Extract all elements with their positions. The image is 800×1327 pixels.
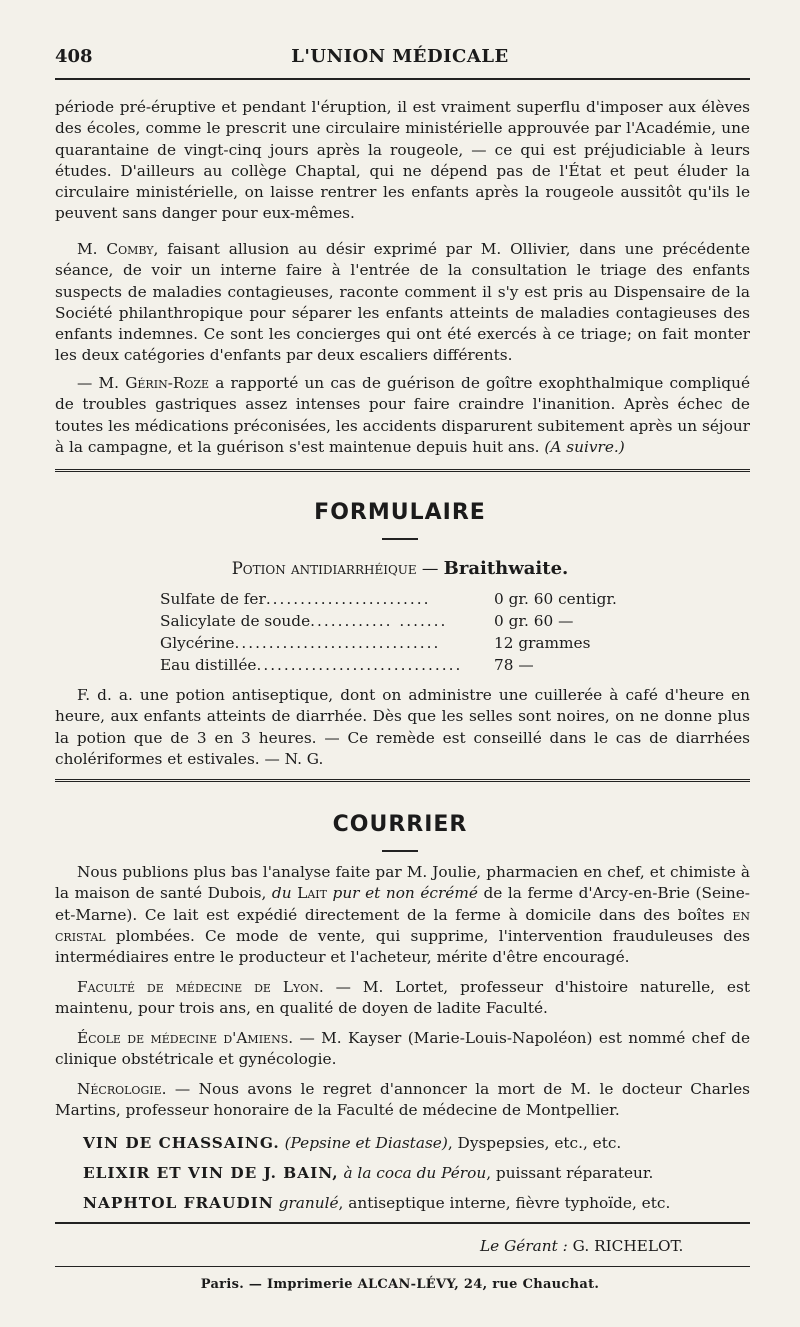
paragraph-comby [55,239,750,367]
formulaire-title: FORMULAIRE [314,500,486,525]
paragraph-rougeole: période pré-éruptive et pendant l'éruption, il est vraiment superflu d'imposer aux élèves des écoles, comme le prescrit une circulaire ministérielle approuvée par l'Académie, une quarantaine de vingt-cinq jours après la rougeole, — ce qui est préjudiciable à leurs études. D'ailleurs au collège Chaptal, qui ne dépend pas de l'État et peut éluder la circulaire ministérielle, on laisse rentrer les enfants après la rougeole aussitôt qu'ils le peuvent sans danger pour eux-mêmes. [55,98,750,223]
running-header [55,46,745,74]
recipe-ingredient: Salicylate de soude............ ....... [160,612,448,630]
recipe-row [160,590,760,611]
section-rule-formulaire [55,469,750,472]
cristal-word: en cristal [55,905,750,945]
ad-elixir-bain: ELIXIR ET VIN DE J. BAIN, à la coca du Pérou, puissant réparateur. [83,1164,654,1182]
recipe-quantity: 12 grammes [494,634,591,652]
potion-dash: — [421,559,439,578]
potion-label: Potion antidiarrhéique [231,559,417,578]
recipe-quantity: 78 — [494,656,534,674]
gerant-line [480,1237,683,1255]
potion-note: F. d. a. une potion antiseptique, dont on administre une cuillerée à café d'heure en heure, aux enfants atteints de diarrhée. Dès que les selles sont noires, on ne donne plus la potion que de 3 en 3 heures. — Ce remède est conseillé dans le cas de diarrhées cholériformes et estivales. — N. G. [55,686,750,768]
lait-word: Lait [297,884,327,903]
paragraph-necrologie: Nécrologie. — Nous avons le regret d'annoncer la mort de M. le docteur Charles Martins, professeur honoraire de la Faculté de médecine de Montpellier. [55,1080,750,1120]
recipe-quantity: 0 gr. 60 — [494,612,574,630]
necrologie-label: Nécrologie. [77,1080,167,1098]
potion-author: Braithwaite. [443,558,569,579]
header-rule [55,78,750,80]
imprint-rule [55,1266,750,1267]
imprint: Paris. — Imprimerie ALCAN-LÉVY, 24, rue Chauchat. [200,1277,600,1292]
ad-vin-chassaing: VIN DE CHASSAING. (Pepsine et Diastase), Dyspepsies, etc., etc. [83,1134,622,1152]
paragraph-gerin-roze [55,373,750,458]
comby-text: , faisant allusion au désir exprimé par M. Ollivier, dans une précédente séance, de voir un interne faire à l'entrée de la consultation le triage des enfants suspects de maladies contagieuses, raconte comment il s'y est pris au Dispensaire de la Société philanthropique pour séparer les enfants atteints de maladies contagieuses des enfants indemnes. Ce sont les concierges qui ont été exercés à ce triage; on fait monter les deux catégories d'enfants par deux escaliers différents. [55,240,750,365]
page-number: 408 [55,46,93,67]
section-rule-courrier [55,779,750,782]
recipe-row [160,656,760,677]
recipe-ingredient: Glycérine.............................. [160,634,441,652]
gerant-name: G. RICHELOT. [572,1237,684,1255]
ad-naphtol-fraudin: NAPHTOL FRAUDIN granulé, antiseptique interne, fièvre typhoïde, etc. [83,1194,671,1212]
paragraph-amiens: École de médecine d'Amiens. — M. Kayser (Marie-Louis-Napoléon) est nommé chef de clinique obstétricale et gynécologie. [55,1029,750,1069]
footer-rule [55,1222,750,1224]
recipe-row [160,612,760,633]
comby-prefix: M. [77,240,98,258]
courrier-title: COURRIER [332,812,468,837]
paragraph-lyon: Faculté de médecine de Lyon. — M. Lortet, professeur d'histoire naturelle, est maintenu, pour trois ans, en qualité de doyen de ladite Faculté. [55,978,750,1018]
recipe-ingredient: Sulfate de fer........................ [160,590,431,608]
recipe-quantity: 0 gr. 60 centigr. [494,590,617,608]
gerin-prefix: — M. [77,374,119,392]
amiens-label: École de médecine d'Amiens. [77,1029,294,1047]
formulaire-title-rule [382,538,418,540]
a-suivre: (A suivre.) [544,437,625,456]
lyon-label: Faculté de médecine de Lyon. [77,978,324,996]
recipe-row [160,634,760,655]
potion-title [0,558,800,579]
paragraph-lait: Nous publions plus bas l'analyse faite par M. Joulie, pharmacien en chef, et chimiste à la maison de santé Dubois, du Lait pur et non écrémé de la ferme d'Arcy-en-Brie (Seine-et-Marne). Ce lait est expédié directement de la ferme à domicile dans des boîtes en cristal plombées. Ce mode de vente, qui supprime, l'intervention frauduleuses des intermédiaires entre le producteur et l'acheteur, mérite d'être encouragé. [55,863,750,967]
gerin-text: a rapporté un cas de guérison de goître exophthalmique compliqué de troubles gastriques assez intenses pour faire craindre l'inanition. Après échec de toutes les médications préconisées, les accidents disparurent subitement après un séjour à la campagne, et la guérison s'est maintenue depuis huit ans. [55,374,751,456]
journal-title: L'UNION MÉDICALE [291,46,509,67]
recipe-ingredient: Eau distillée.............................. [160,656,463,674]
gerant-label: Le Gérant : [480,1237,568,1255]
comby-name: Comby [106,240,154,258]
gerin-name: Gérin-Roze [125,374,210,392]
courrier-title-rule [382,850,418,852]
